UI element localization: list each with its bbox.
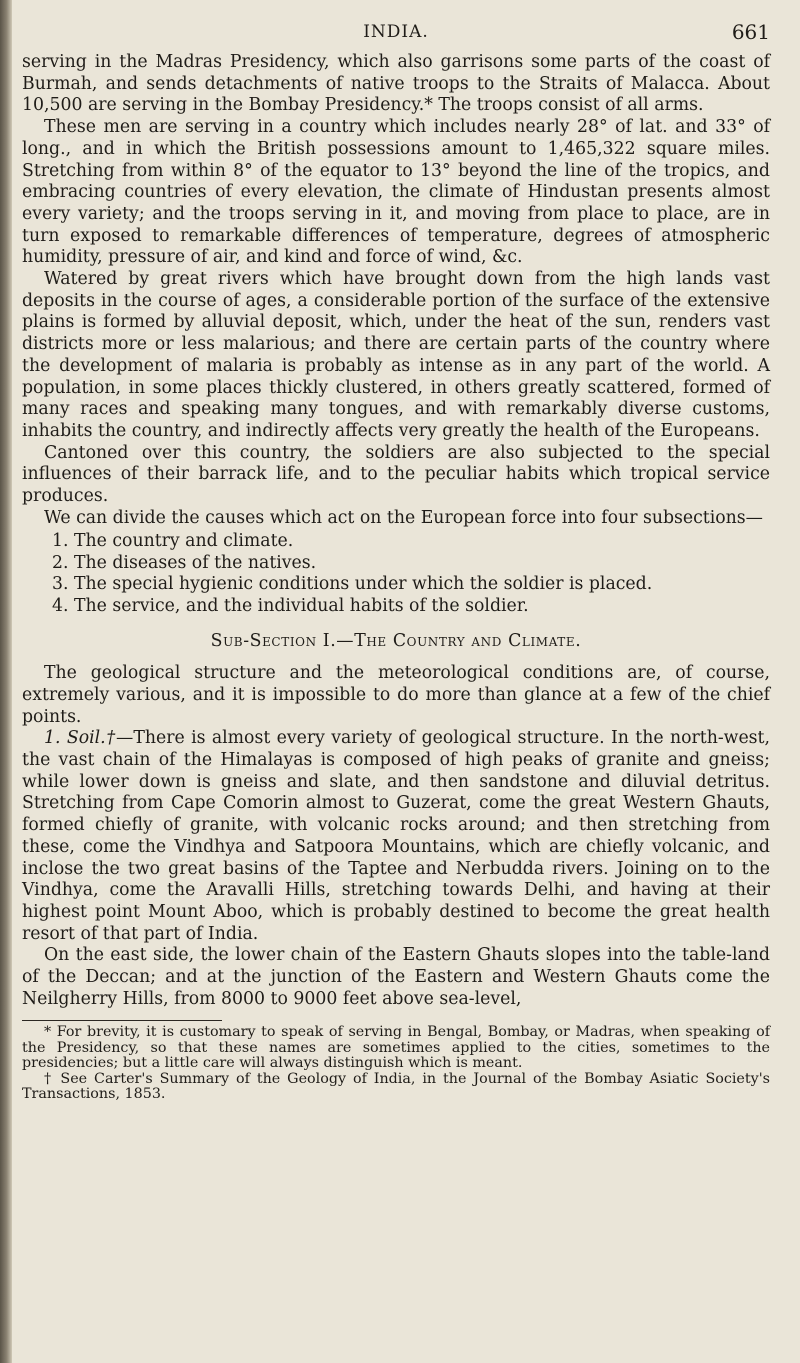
paragraph: Watered by great rivers which have brought down from the high lands vast deposits in the course of ages, a considerable portion of the surface of the extensive plains is formed by alluvial deposit, which, under the heat of the sun, renders vast districts more or less malarious; and there are certain parts of the country where the development of malaria is probably as intense as in any part of the world. A population, in some places thickly clustered, in others greatly scattered, formed of many races and speaking many tongues, and with remarkably diverse customs, inhabits the country, and indirectly affects very greatly the health of the Europeans.	[22, 269, 770, 441]
subsection-heading: Sub-Section I.—The Country and Climate.	[210, 631, 582, 652]
list-item: 4. The service, and the individual habits of the soldier.	[52, 595, 529, 616]
paragraph: Cantoned over this country, the soldiers are also subjected to the special influences of their barrack life, and to the peculiar habits which tropical service produces.	[22, 442, 770, 507]
footnote-rule	[22, 1020, 222, 1021]
footnotes	[22, 1025, 770, 1103]
list-item: 3. The special hygienic conditions under which the soldier is placed.	[52, 574, 653, 595]
soil-text: —There is almost every variety of geological structure. In the north-west, the vast chain of the Himalayas is composed of high peaks of granite and gneiss; while lower down is gneiss and slate, and then sandstone and diluvial detritus. Stretching from Cape Comorin almost to Guzerat, come the great Western Ghauts, formed chiefly of granite, with volcanic rocks around; and then stretching from these, come the Vindhya and Satpoora Mountains, which are chiefly volcanic, and inclose the two great basins of the Taptee and Nerbudda rivers. Joining on to the Vindhya, come the Aravalli Hills, stretching towards Delhi, and having at their highest point Mount Aboo, which is probably destined to become the great health resort of that part of India.	[22, 728, 770, 944]
paragraph: The geological structure and the meteorological conditions are, of course, extremely various, and it is impossible to do more than glance at a few of the chief points.	[22, 663, 770, 727]
paragraph: We can divide the causes which act on the European force into four subsections—	[44, 507, 763, 528]
list-item: 2. The diseases of the natives.	[52, 552, 317, 573]
paragraph: serving in the Madras Presidency, which also garrisons some parts of the coast of Burmah, and sends detachments of native troops to the Straits of Malacca. About 10,500 are serving in the Bombay Presidency.* The troops consist of all arms.	[22, 52, 770, 116]
soil-label: 1. Soil.†	[44, 728, 117, 749]
paragraph: On the east side, the lower chain of the Eastern Ghauts slopes into the table-land of the Deccan; and at the junction of the Eastern and Western Ghauts come the Neilgherry Hills, from 8000 to 9000 feet above sea-level,	[22, 945, 770, 1009]
book-page	[22, 22, 770, 1103]
paragraph	[22, 728, 770, 945]
paragraph: These men are serving in a country which includes nearly 28° of lat. and 33° of long., and in which the British possessions amount to 1,465,322 square miles. Stretching from within 8° of the equator to 13° beyond the line of the tropics, and embracing countries of every elevation, the climate of Hindustan presents almost every variety; and the troops serving in it, and moving from place to place, are in turn exposed to remarkable differences of temperature, degrees of atmospheric humidity, pressure of air, and kind and force of wind, &c.	[22, 117, 770, 268]
page-header	[22, 22, 770, 52]
footnote: * For brevity, it is customary to speak of serving in Bengal, Bombay, or Madras, when speaking of the Presidency, so that these names are sometimes applied to the cities, sometimes to the presidencies; but a little care will always distinguish which is meant.	[22, 1024, 770, 1072]
book-spine-shadow	[0, 0, 12, 1363]
footnote: † See Carter's Summary of the Geology of India, in the Journal of the Bombay Asiatic Society's Transactions, 1853.	[22, 1070, 770, 1103]
page-number: 661	[731, 20, 770, 44]
subsection-list	[52, 531, 770, 617]
list-item: 1. The country and climate.	[52, 531, 294, 552]
running-title: INDIA.	[363, 22, 429, 42]
